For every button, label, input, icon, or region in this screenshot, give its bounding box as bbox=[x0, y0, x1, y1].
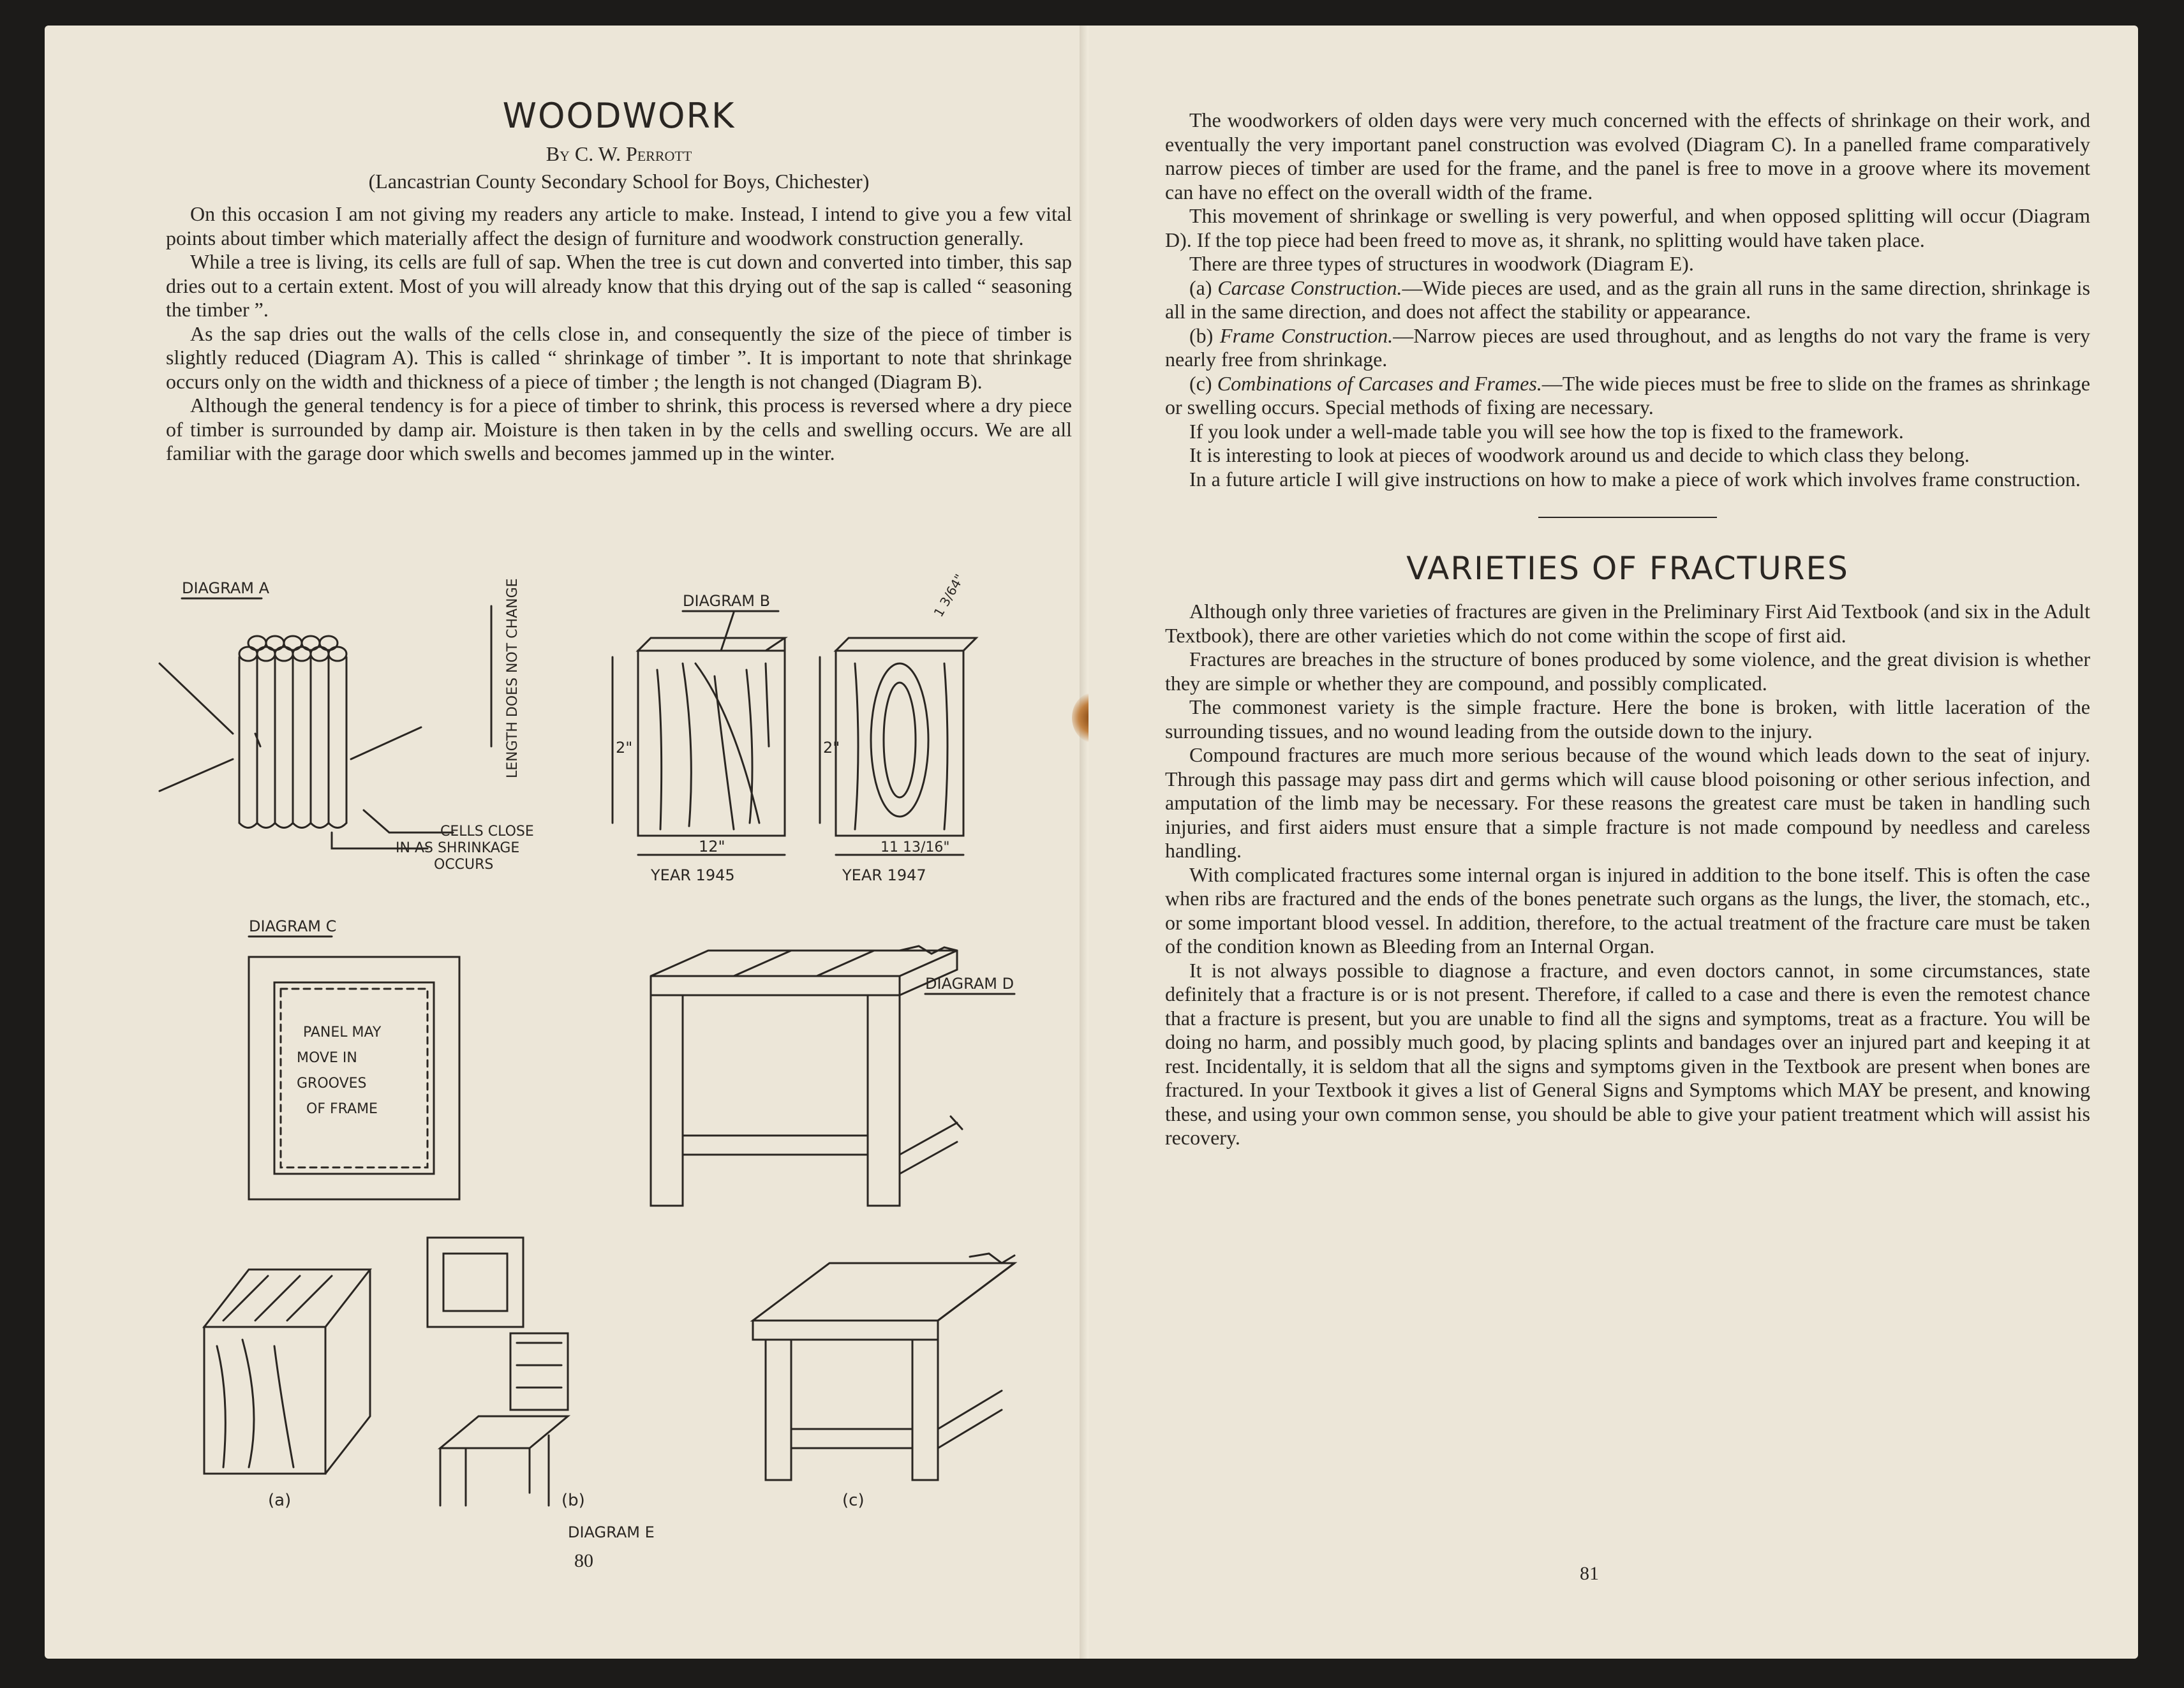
diagram-e-a-caption: (a) bbox=[268, 1491, 292, 1510]
item-prefix: (c) bbox=[1189, 371, 1217, 395]
structure-item-a bbox=[1165, 276, 2090, 324]
diagram-b-small-dim: 1 3/64" bbox=[930, 571, 967, 620]
item-text: —Wide pieces are used, and as the grain all runs in the same direction, shrinkage is all in the same direction, and does not affect the stability or appearance. bbox=[1165, 276, 2091, 323]
diagram-b-year-2: YEAR 1947 bbox=[842, 866, 926, 884]
structure-item-c bbox=[1165, 372, 2090, 420]
diagram-b-height-2: 2" bbox=[823, 739, 840, 757]
paragraph: In a future article I will give instructions on how to make a piece of work which involves frame construction. bbox=[1189, 467, 2081, 491]
woodwork-diagrams bbox=[121, 568, 1085, 1544]
paragraph: Although the general tendency is for a piece of timber to shrink, this process is reversed where a dry piece of timber is surrounded by damp air. Moisture is then taken in by the cells and swelling occurs. We are all familiar with the garage door which swells and becomes jammed up in the winter. bbox=[166, 394, 1072, 464]
item-prefix: (a) bbox=[1189, 276, 1218, 299]
diagram-b-label: DIAGRAM B bbox=[683, 592, 771, 610]
left-page bbox=[45, 26, 1085, 1659]
section-divider bbox=[1538, 517, 1717, 518]
diagram-a-side-note: LENGTH DOES NOT CHANGE bbox=[505, 578, 521, 778]
diagram-b-width-2: 11 13/16" bbox=[880, 840, 950, 855]
paragraph: On this occasion I am not giving my readers any article to make. Instead, I intend to give you a few vital points about timber which materially affect the design of furniture and woodwork construction generally. bbox=[166, 202, 1072, 249]
diagram-e-b-caption: (b) bbox=[561, 1491, 585, 1510]
diagram-e-label: DIAGRAM E bbox=[568, 1523, 655, 1541]
paragraph: Compound fractures are much more serious because of the wound which leads down to the seat of injury. Through this passage may pass dirt and germs which will cause blood poisoning or other serious infection, and amputation of the limb may be necessary. For these reasons the greatest care must be taken in handling such injuries, and first aiders must ensure that a simple fracture is not made compound by needless and careless handling. bbox=[1165, 743, 2090, 862]
right-page-text bbox=[1165, 108, 2090, 1150]
item-text: —Narrow pieces are used throughout, and as lengths do not vary the frame is very nearly free from shrinkage. bbox=[1165, 323, 2091, 371]
affiliation: (Lancastrian County Secondary School for Boys, Chichester) bbox=[368, 170, 870, 193]
item-text: —The wide pieces must be free to slide on the frames as shrinkage or swelling occurs. Special methods of fixing are necessary. bbox=[1165, 371, 2090, 418]
diagram-a-note-1: CELLS CLOSE bbox=[440, 824, 534, 840]
diagram-d-label: DIAGRAM D bbox=[925, 975, 1014, 993]
structure-item-b bbox=[1165, 324, 2090, 372]
section-title: VARIETIES OF FRACTURES bbox=[1406, 550, 1849, 587]
article-title: WOODWORK bbox=[502, 96, 736, 136]
page-number-left: 80 bbox=[574, 1550, 593, 1571]
paragraph: The commonest variety is the simple fracture. Here the bone is broken, with little laceration of the surrounding tissues, and no wound leading from the outside down to the injury. bbox=[1165, 695, 2090, 743]
diagram-a-note-3: OCCURS bbox=[434, 857, 494, 873]
item-heading: Frame Construction. bbox=[1220, 323, 1393, 347]
diagram-b-year-1: YEAR 1945 bbox=[651, 866, 735, 884]
diagram-e-frame bbox=[427, 1238, 568, 1506]
diagram-b-block-1945 bbox=[638, 638, 785, 836]
diagram-e-carcase bbox=[204, 1270, 370, 1474]
paragraph: The woodworkers of olden days were very much concerned with the effects of shrinkage on their work, and eventually the very important panel construction was evolved (Diagram C). In a panelled frame comparatively narrow pieces of timber are used for the frame, and the panel is free to move in a groove where its movement can have no effect on the overall width of the frame. bbox=[1165, 108, 2090, 204]
diagram-b-height-1: 2" bbox=[616, 739, 633, 757]
diagram-a-label: DIAGRAM A bbox=[182, 579, 270, 597]
paragraph: It is not always possible to diagnose a fracture, and even doctors cannot, in some circumstances, state definitely that a fracture is or is not present. Therefore, if called to a case and there is even the remotest chance that a fracture is present, but you are unable to find all the signs and symptoms, treat as a fracture. You will be doing no harm, and possibly much good, by placing splints and bandages over an injured part and keeping it at rest. Incidentally, it is seldom that all the signs and symptoms given in the Textbook are present when bones are fractured. In your Textbook it gives a list of General Signs and Symptoms which MAY be present, and knowing these, and using your own common sense, you should be able to give your patient treatment which will assist his recovery. bbox=[1165, 958, 2090, 1149]
paragraph: It is interesting to look at pieces of woodwork around us and decide to which class they belong. bbox=[1189, 443, 1970, 466]
paragraph: There are three types of structures in woodwork (Diagram E). bbox=[1189, 252, 1694, 275]
diagram-c-label: DIAGRAM C bbox=[249, 917, 337, 935]
diagram-a-note-2: IN AS SHRINKAGE bbox=[396, 840, 520, 856]
diagram-c-note-4: OF FRAME bbox=[306, 1101, 378, 1117]
paragraph: With complicated fractures some internal organ is injured in addition to the bone itself. This is often the case when ribs are fractured and the ends of the bones penetrate such organs as the lungs, the liver, the stomach, etc., or some important blood vessel. In addition, therefore, to the actual treatment of the fracture care must be taken of the condition known as Bleeding from an Internal Organ. bbox=[1165, 863, 2090, 958]
page-number-right: 81 bbox=[1580, 1563, 1599, 1584]
paragraph: Although only three varieties of fractures are given in the Preliminary First Aid Textbook (and six in the Adult Textbook), there are other varieties which do not come within the scope of first aid. bbox=[1165, 600, 2090, 647]
woodwork-article bbox=[166, 96, 1072, 466]
paragraph: Fractures are breaches in the structure of bones produced by some violence, and the great division is whether they are simple or whether they are compound, and possibly complicated. bbox=[1165, 648, 2090, 695]
paragraph: While a tree is living, its cells are full of sap. When the tree is cut down and converted into timber, this sap dries out to a certain extent. Most of you will already know that this drying out of the sap is called “ seasoning the timber ”. bbox=[166, 250, 1072, 321]
diagram-b-block-1947 bbox=[836, 638, 976, 836]
paragraph: As the sap dries out the walls of the cells close in, and consequently the size of the piece of timber is slightly reduced (Diagram A). This is called “ shrinkage of timber ”. It is important to note that shrinkage occurs only on the width and thickness of a piece of timber ; the length is not changed (Diagram B). bbox=[166, 322, 1072, 393]
item-heading: Carcase Construction. bbox=[1217, 276, 1402, 299]
diagram-d-split-table bbox=[651, 946, 962, 1206]
paragraph: If you look under a well-made table you will see how the top is fixed to the framework. bbox=[1189, 419, 1904, 443]
diagram-c-note-3: GROOVES bbox=[297, 1076, 367, 1092]
item-heading: Combinations of Carcases and Frames. bbox=[1217, 371, 1542, 395]
diagram-e-c-caption: (c) bbox=[842, 1491, 865, 1510]
paragraph: This movement of shrinkage or swelling is very powerful, and when opposed splitting will occur (Diagram D). If the top piece had been freed to move as, it shrank, no splitting would have taken place. bbox=[1165, 204, 2090, 251]
diagram-a-cell-bundle bbox=[160, 636, 421, 828]
diagram-b-width-1: 12" bbox=[699, 838, 725, 855]
diagram-c-note-1: PANEL MAY bbox=[303, 1025, 382, 1040]
diagram-e-combination bbox=[753, 1254, 1014, 1480]
item-prefix: (b) bbox=[1189, 323, 1221, 347]
right-page bbox=[1088, 26, 2138, 1659]
byline: By C. W. Perrott bbox=[546, 142, 692, 165]
diagram-c-note-2: MOVE IN bbox=[297, 1050, 357, 1066]
